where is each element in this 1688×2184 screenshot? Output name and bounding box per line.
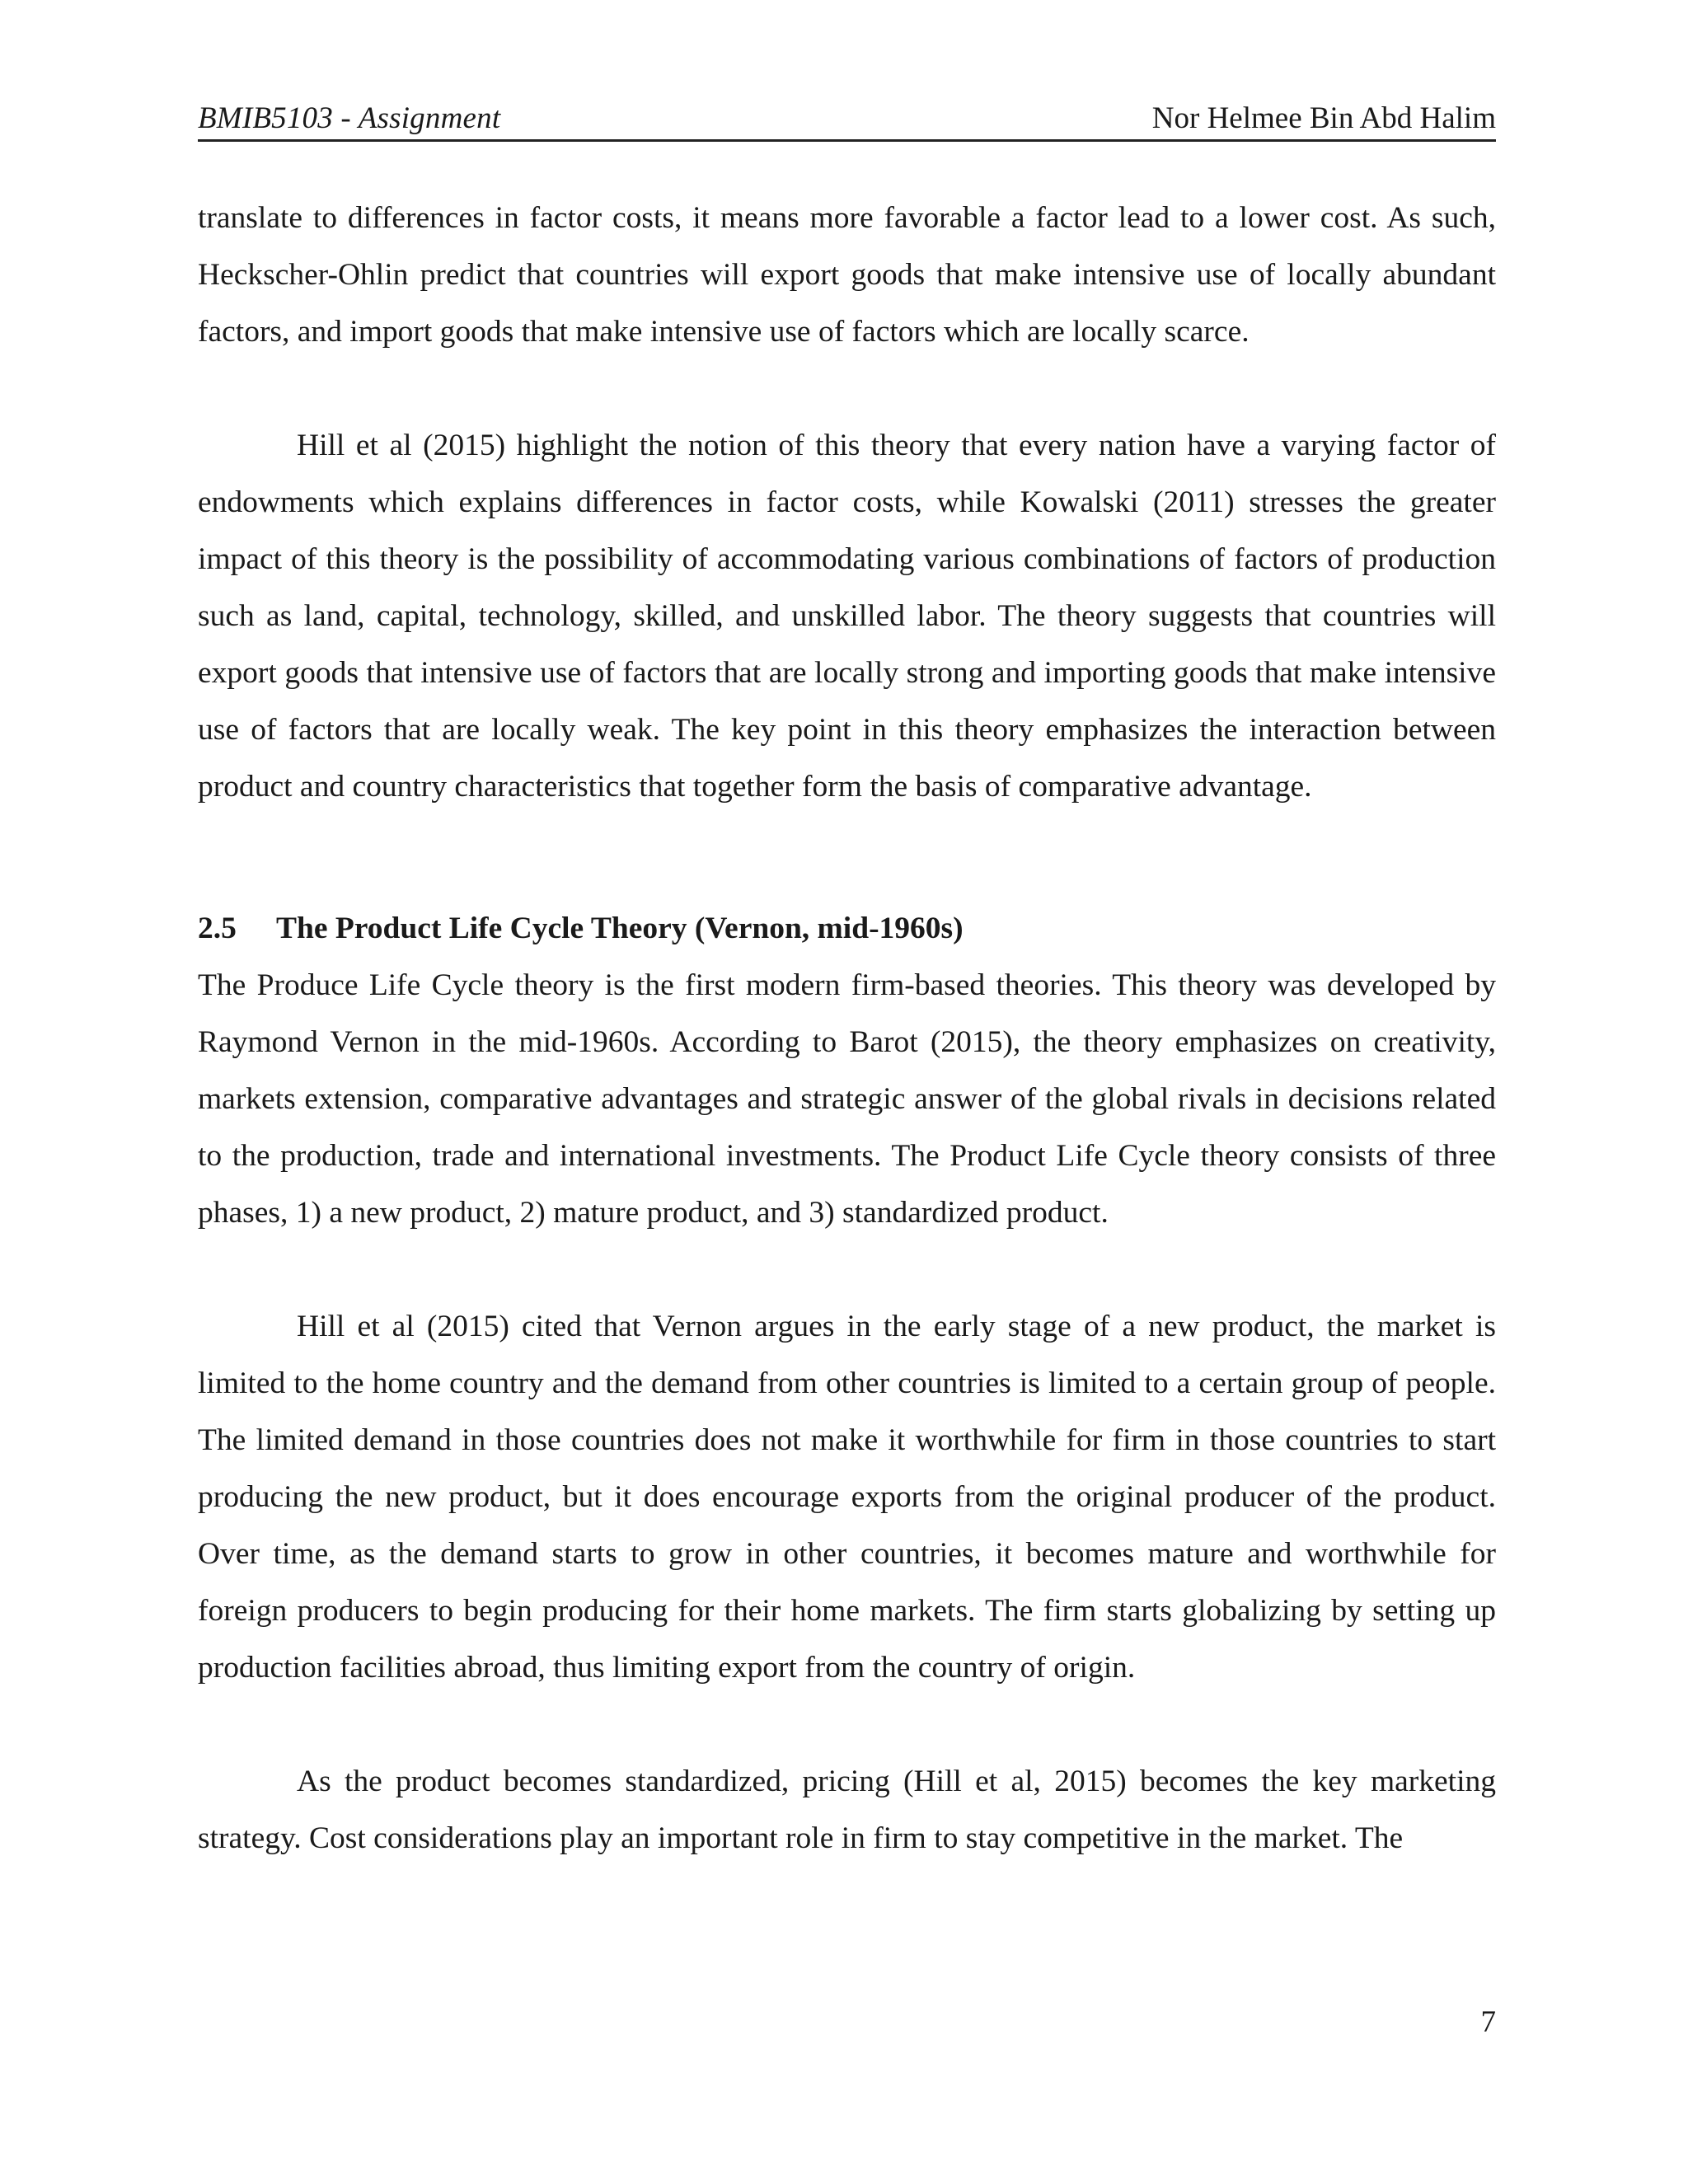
document-page (198, 91, 1496, 2118)
paragraph-gap (198, 1241, 1496, 1298)
header-author-name: Nor Helmee Bin Abd Halim (1151, 101, 1496, 135)
section-number: 2.5 (198, 912, 237, 945)
paragraph-gap (198, 1696, 1496, 1753)
header-course-code: BMIB5103 - Assignment (198, 101, 501, 135)
paragraph-product-life-cycle-intro: The Produce Life Cycle theory is the first modern firm-based theories. This theory was developed by Raymond Vernon in the mid-1960s. According to Barot (2015), the theory emphasizes on creativity, markets extension, comparative advantages and strategic answer of the global rivals in decisions related to the production, trade and international investments. The Product Life Cycle theory consists of three phases, 1) a new product, 2) mature product, and 3) standardized product. (198, 968, 1496, 1230)
paragraph-heckscher-ohlin-continued: translate to differences in factor costs, it means more favorable a factor lead to a lower cost. As such, Heckscher-Ohlin predict that countries will export goods that make intensive use of locally abundant factors, and import goods that make intensive use of factors which are locally scarce. (198, 201, 1496, 349)
paragraph-standardized-product: As the product becomes standardized, pricing (Hill et al, 2015) becomes the key marketing strategy. Cost considerations play an important role in firm to stay competitive in the market. The (198, 1765, 1496, 1855)
page-number: 7 (1480, 2005, 1496, 2039)
section-heading (198, 900, 1496, 957)
section-title: The Product Life Cycle Theory (Vernon, mid-1960s) (276, 912, 964, 945)
section-gap (198, 815, 1496, 900)
paragraph-gap (198, 360, 1496, 417)
page-content (198, 190, 1496, 1867)
paragraph-new-product-stage: Hill et al (2015) cited that Vernon argues in the early stage of a new product, the market is limited to the home country and the demand from other countries is limited to a certain group of people. The limited demand in those countries does not make it worthwhile for firm in those countries to start producing the new product, but it does encourage exports from the original producer of the product. Over time, as the demand starts to grow in other countries, it becomes mature and worthwhile for foreign producers to begin producing for their home markets. The firm starts globalizing by setting up production facilities abroad, thus limiting export from the country of origin. (198, 1310, 1496, 1685)
paragraph-factor-endowments: Hill et al (2015) highlight the notion of this theory that every nation have a varying factor of endowments which explains differences in factor costs, while Kowalski (2011) stresses the greater impact of this theory is the possibility of accommodating various combinations of factors of production such as land, capital, technology, skilled, and unskilled labor. The theory suggests that countries will export goods that intensive use of factors that are locally strong and importing goods that make intensive use of factors that are locally weak. The key point in this theory emphasizes the interaction between product and country characteristics that together form the basis of comparative advantage. (198, 429, 1496, 804)
page-header (198, 91, 1496, 142)
